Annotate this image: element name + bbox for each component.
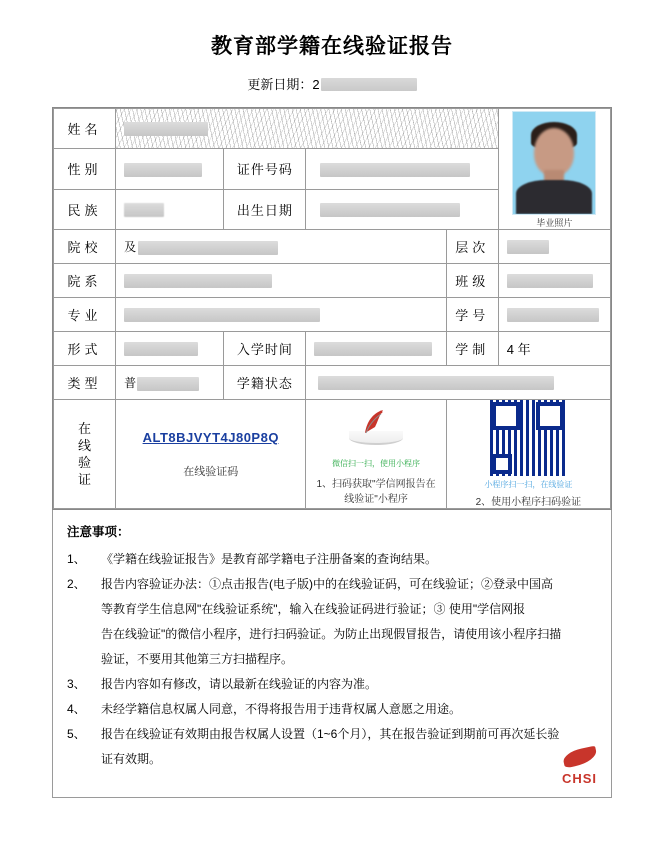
field-label-gender: 性别 [54, 149, 116, 189]
notes-title: 注意事项： [67, 525, 130, 539]
update-date-row [0, 74, 664, 93]
note-text [101, 722, 597, 772]
qr-code-icon[interactable] [490, 400, 566, 476]
verification-label-char-3: 验 [78, 455, 92, 470]
major-redacted-value [124, 308, 320, 322]
field-value-class [498, 264, 610, 298]
status-redacted-value [318, 376, 554, 390]
field-label-id-number: 证件号码 [224, 149, 306, 189]
department-redacted-value [124, 274, 272, 288]
class-redacted-value [507, 274, 593, 288]
field-label-duration: 学制 [446, 332, 498, 366]
note-item [67, 547, 597, 572]
verification-code-caption: 在线验证码 [183, 465, 239, 478]
chsi-brand-logo [562, 749, 597, 791]
form-redacted-value [124, 342, 198, 356]
field-label-name: 姓名 [54, 109, 116, 149]
level-redacted-value [507, 240, 549, 254]
wechat-instruction: 1、扫码获取"学信网报告在线验证"小程序 [316, 479, 436, 505]
note-text: 报告内容如有修改，请以最新在线验证的内容为准。 [101, 677, 378, 691]
wechat-miniprogram-cell [306, 400, 446, 509]
qr-eye-bottom-left [492, 454, 512, 474]
note-text: 未经学籍信息权属人同意，不得将报告用于违背权属人意愿之用途。 [101, 702, 462, 716]
note-line: 证有效期。 [101, 752, 162, 766]
table-row-verification [54, 400, 611, 509]
note-number: 1、 [67, 552, 86, 566]
table-row-type-status [54, 366, 611, 400]
field-label-status: 学籍状态 [224, 366, 306, 400]
field-value-name [116, 109, 499, 149]
field-value-gender [116, 149, 224, 189]
note-line: 报告在线验证有效期由报告权属人设置（1~6个月），其在报告验证到期前可再次延长验 [101, 727, 560, 741]
enroll-date-redacted-value [314, 342, 432, 356]
report-page [0, 30, 664, 857]
field-label-birth-date: 出生日期 [224, 189, 306, 229]
note-line: 验证，不要用其他第三方扫描程序。 [101, 652, 294, 666]
table-row-school-level [54, 230, 611, 264]
verification-code-link[interactable]: ALT8BJVYT4J80P8Q [142, 429, 279, 445]
note-item [67, 672, 597, 697]
note-text: 《学籍在线验证报告》是教育部学籍电子注册备案的查询结果。 [101, 552, 438, 566]
notes-section [52, 510, 612, 798]
field-value-major [116, 298, 447, 332]
field-value-school: 及 [116, 230, 447, 264]
field-value-form [116, 332, 224, 366]
note-number: 5、 [67, 727, 86, 741]
field-label-type: 类型 [54, 366, 116, 400]
note-item [67, 697, 597, 722]
info-table [52, 107, 612, 510]
note-text [101, 572, 597, 672]
note-item [67, 572, 597, 672]
field-label-ethnicity: 民族 [54, 189, 116, 229]
verification-label-char-2: 线 [78, 438, 92, 453]
photo-shoulders-shape [516, 180, 592, 214]
table-row-form-enroll-duration [54, 332, 611, 366]
field-label-level: 层次 [446, 230, 498, 264]
table-row-major-studentno [54, 298, 611, 332]
qr-instruction: 2、使用小程序扫码验证 [475, 497, 582, 508]
table-row-name [54, 109, 611, 149]
field-label-major: 专业 [54, 298, 116, 332]
school-redacted-value [138, 241, 278, 255]
field-label-school: 院校 [54, 230, 116, 264]
gender-redacted-value [124, 163, 202, 177]
field-value-enroll-date [306, 332, 446, 366]
verification-label-char-1: 在 [78, 421, 92, 436]
note-line: 告在线验证"的微信小程序，进行扫码验证。为防止出现假冒报告，请使用该小程序扫描 [101, 627, 562, 641]
verification-vertical-label [54, 400, 116, 509]
field-value-student-number [498, 298, 610, 332]
field-label-class: 班级 [446, 264, 498, 298]
qr-scan-note: 小程序扫一扫，在线验证 [484, 480, 573, 489]
chsi-swoosh-icon [562, 746, 599, 769]
field-value-duration: 4 年 [498, 332, 610, 366]
field-label-department: 院系 [54, 264, 116, 298]
note-number: 4、 [67, 702, 86, 716]
student-photo [512, 111, 596, 215]
type-redacted-value [137, 377, 199, 391]
verification-code-cell [116, 400, 306, 509]
photo-caption: 毕业照片 [536, 218, 573, 228]
chsi-bird-logo-icon [345, 403, 407, 455]
field-value-id-number [306, 149, 498, 189]
field-value-ethnicity [116, 189, 224, 229]
ethnicity-redacted-value [124, 203, 164, 217]
birth-date-redacted-value [320, 203, 460, 217]
page-title: 教育部学籍在线验证报告 [211, 33, 453, 58]
student-number-redacted-value [507, 308, 599, 322]
wechat-scan-note: 微信扫一扫，使用小程序 [332, 459, 421, 468]
note-number: 2、 [67, 577, 86, 591]
note-item [67, 722, 597, 772]
field-label-student-number: 学号 [446, 298, 498, 332]
field-value-level [498, 230, 610, 264]
field-value-type [116, 366, 224, 400]
chsi-brand-name: CHSI [561, 771, 597, 786]
photo-cell [498, 109, 610, 230]
qr-code-cell [446, 400, 610, 509]
field-label-enroll-date: 入学时间 [224, 332, 306, 366]
photo-face-shape [534, 128, 574, 176]
verification-label-char-4: 证 [78, 472, 92, 487]
update-date-label: 更新日期：2 [247, 77, 320, 92]
field-label-form: 形式 [54, 332, 116, 366]
field-value-status [306, 366, 611, 400]
logo-bird-icon [359, 407, 391, 437]
type-value-prefix: 普 [124, 376, 137, 390]
note-line: 报告内容验证办法：①点击报告(电子版)中的在线验证码，可在线验证；②登录中国高 [101, 577, 553, 591]
note-line: 等教育学生信息网"在线验证系统"，输入在线验证码进行验证；③ 使用"学信网报 [101, 602, 526, 616]
note-number: 3、 [67, 677, 86, 691]
id-number-redacted-value [320, 163, 470, 177]
table-row-department-class [54, 264, 611, 298]
update-date-redacted-value [321, 78, 417, 91]
field-value-birth-date [306, 189, 498, 229]
field-value-department [116, 264, 447, 298]
name-redacted-value [124, 122, 208, 136]
